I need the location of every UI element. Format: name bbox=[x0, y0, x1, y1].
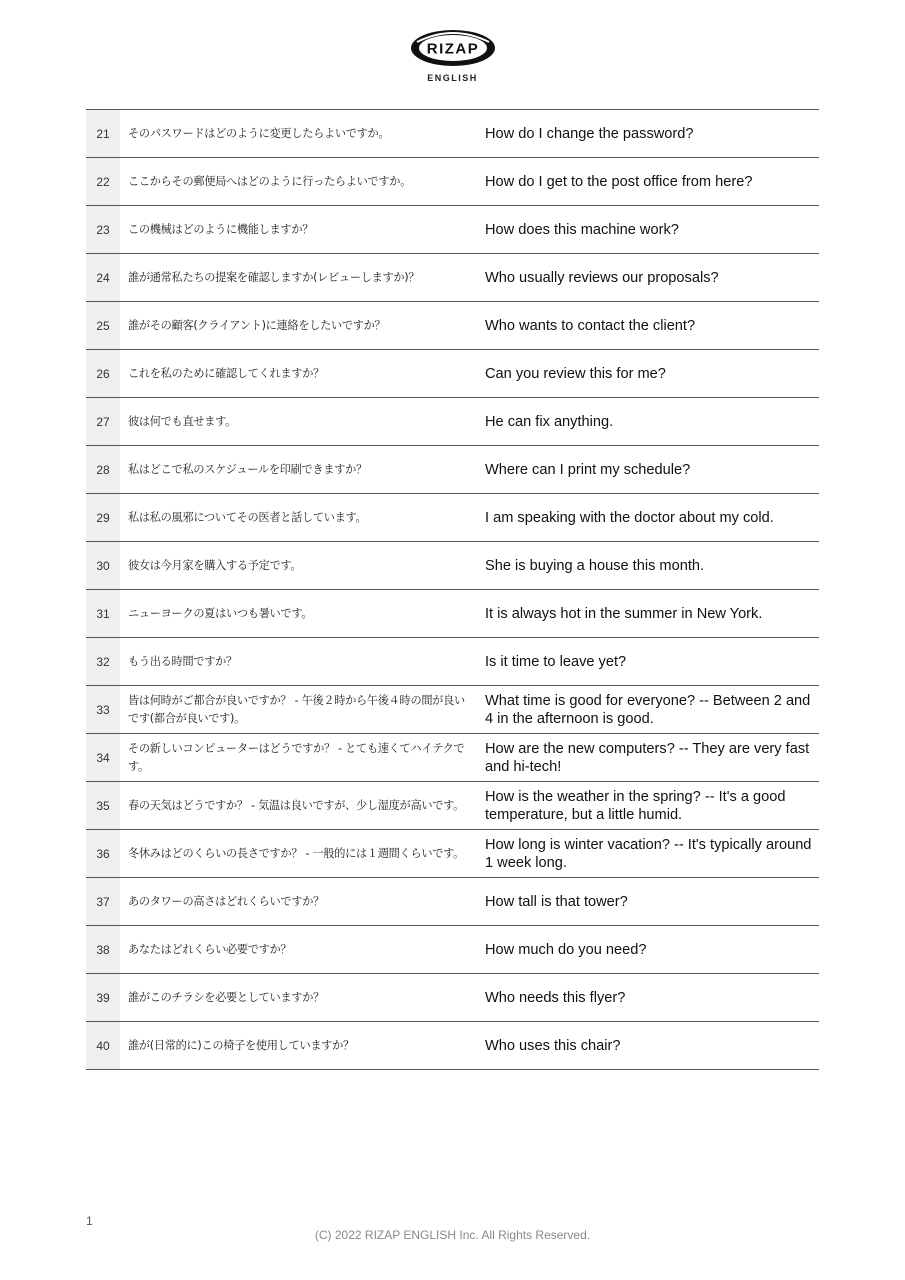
table-row bbox=[86, 590, 819, 638]
japanese-phrase: この機械はどのように機能しますか？ bbox=[128, 222, 314, 236]
row-number: 32 bbox=[86, 638, 120, 685]
japanese-phrase: 皆は何時がご都合が良いですか？ - 午後２時から午後４時の間が良いです(都合が良いです)。 bbox=[128, 693, 465, 725]
row-number: 30 bbox=[86, 542, 120, 589]
table-row bbox=[86, 350, 819, 398]
english-phrase: He can fix anything. bbox=[485, 413, 614, 430]
japanese-phrase: 彼は何でも直せます。 bbox=[128, 414, 236, 428]
japanese-phrase: あなたはどれくらい必要ですか？ bbox=[128, 942, 292, 956]
english-phrase: It is always hot in the summer in New York. bbox=[485, 605, 763, 622]
english-phrase: How tall is that tower? bbox=[485, 893, 628, 910]
table-row bbox=[86, 158, 819, 206]
english-phrase: Where can I print my schedule? bbox=[485, 461, 691, 478]
copyright-footer: (C) 2022 RIZAP ENGLISH Inc. All Rights Reserved. bbox=[314, 1228, 591, 1242]
logo-subtitle: ENGLISH bbox=[427, 73, 478, 83]
japanese-phrase: 誰がその顧客(クライアント)に連絡をしたいですか？ bbox=[128, 318, 386, 332]
english-phrase: Who usually reviews our proposals? bbox=[485, 269, 719, 286]
logo-text: RIZAP bbox=[426, 40, 479, 58]
english-phrase: How do I change the password? bbox=[485, 125, 694, 142]
rizap-logo-mark bbox=[408, 26, 498, 70]
table-row bbox=[86, 254, 819, 302]
row-number: 31 bbox=[86, 590, 120, 637]
english-phrase: Who uses this chair? bbox=[485, 1037, 621, 1054]
row-number: 39 bbox=[86, 974, 120, 1021]
brand-logo bbox=[0, 26, 905, 83]
english-phrase: I am speaking with the doctor about my cold. bbox=[485, 509, 774, 526]
japanese-phrase: ニューヨークの夏はいつも暑いです。 bbox=[128, 606, 313, 620]
table-row bbox=[86, 638, 819, 686]
row-number: 27 bbox=[86, 398, 120, 445]
english-phrase: How are the new computers? -- They are very fast and hi-tech! bbox=[485, 740, 810, 775]
phrase-table bbox=[86, 109, 819, 1070]
table-row bbox=[86, 110, 819, 158]
japanese-phrase: 誰がこのチラシを必要としていますか？ bbox=[128, 990, 324, 1004]
english-phrase: Who wants to contact the client? bbox=[485, 317, 696, 334]
row-number: 23 bbox=[86, 206, 120, 253]
table-row bbox=[86, 830, 819, 878]
row-number: 21 bbox=[86, 110, 120, 157]
row-number: 37 bbox=[86, 878, 120, 925]
english-phrase: How do I get to the post office from here? bbox=[485, 173, 753, 190]
english-phrase: How much do you need? bbox=[485, 941, 647, 958]
english-phrase: She is buying a house this month. bbox=[485, 557, 705, 574]
table-row bbox=[86, 446, 819, 494]
english-phrase: Can you review this for me? bbox=[485, 365, 666, 382]
row-number: 26 bbox=[86, 350, 120, 397]
japanese-phrase: 春の天気はどうですか？ - 気温は良いですが、少し湿度が高いです。 bbox=[128, 798, 464, 812]
english-phrase: Is it time to leave yet? bbox=[485, 653, 627, 670]
table-row bbox=[86, 1022, 819, 1070]
table-row bbox=[86, 878, 819, 926]
english-phrase: How is the weather in the spring? -- It's a good temperature, but a little humid. bbox=[485, 788, 786, 823]
row-number: 29 bbox=[86, 494, 120, 541]
table-row bbox=[86, 734, 819, 782]
japanese-phrase: 誰が(日常的に)この椅子を使用していますか？ bbox=[128, 1038, 354, 1052]
table-row bbox=[86, 398, 819, 446]
row-number: 25 bbox=[86, 302, 120, 349]
english-phrase: Who needs this flyer? bbox=[485, 989, 626, 1006]
japanese-phrase: 誰が通常私たちの提案を確認しますか(レビューしますか)？ bbox=[128, 270, 420, 284]
japanese-phrase: 彼女は今月家を購入する予定です。 bbox=[128, 558, 302, 572]
row-number: 22 bbox=[86, 158, 120, 205]
table-row bbox=[86, 494, 819, 542]
japanese-phrase: あのタワーの高さはどれくらいですか？ bbox=[128, 894, 324, 908]
row-number: 28 bbox=[86, 446, 120, 493]
row-number: 40 bbox=[86, 1022, 120, 1069]
table-row bbox=[86, 686, 819, 734]
table-row bbox=[86, 206, 819, 254]
japanese-phrase: そのパスワードはどのように変更したらよいですか。 bbox=[128, 126, 390, 140]
japanese-phrase: その新しいコンピューターはどうですか？ - とても速くてハイテクです。 bbox=[128, 741, 465, 773]
japanese-phrase: ここからその郵便局へはどのように行ったらよいですか。 bbox=[128, 174, 412, 188]
row-number: 38 bbox=[86, 926, 120, 973]
table-row bbox=[86, 542, 819, 590]
table-row bbox=[86, 974, 819, 1022]
japanese-phrase: もう出る時間ですか？ bbox=[128, 654, 237, 668]
table-row bbox=[86, 782, 819, 830]
english-phrase: What time is good for everyone? -- Between 2 and 4 in the afternoon is good. bbox=[485, 692, 811, 727]
japanese-phrase: 冬休みはどのくらいの長さですか？ - 一般的には１週間くらいです。 bbox=[128, 846, 464, 860]
row-number: 35 bbox=[86, 782, 120, 829]
english-phrase: How long is winter vacation? -- It's typically around 1 week long. bbox=[485, 836, 812, 871]
table-row bbox=[86, 302, 819, 350]
japanese-phrase: 私はどこで私のスケジュールを印刷できますか？ bbox=[128, 462, 367, 476]
japanese-phrase: これを私のために確認してくれますか？ bbox=[128, 366, 324, 380]
row-number: 34 bbox=[86, 734, 120, 781]
row-number: 36 bbox=[86, 830, 120, 877]
page-number: 1 bbox=[86, 1214, 93, 1228]
row-number: 33 bbox=[86, 686, 120, 733]
row-number: 24 bbox=[86, 254, 120, 301]
english-phrase: How does this machine work? bbox=[485, 221, 679, 238]
table-row bbox=[86, 926, 819, 974]
japanese-phrase: 私は私の風邪についてその医者と話しています。 bbox=[128, 510, 367, 524]
